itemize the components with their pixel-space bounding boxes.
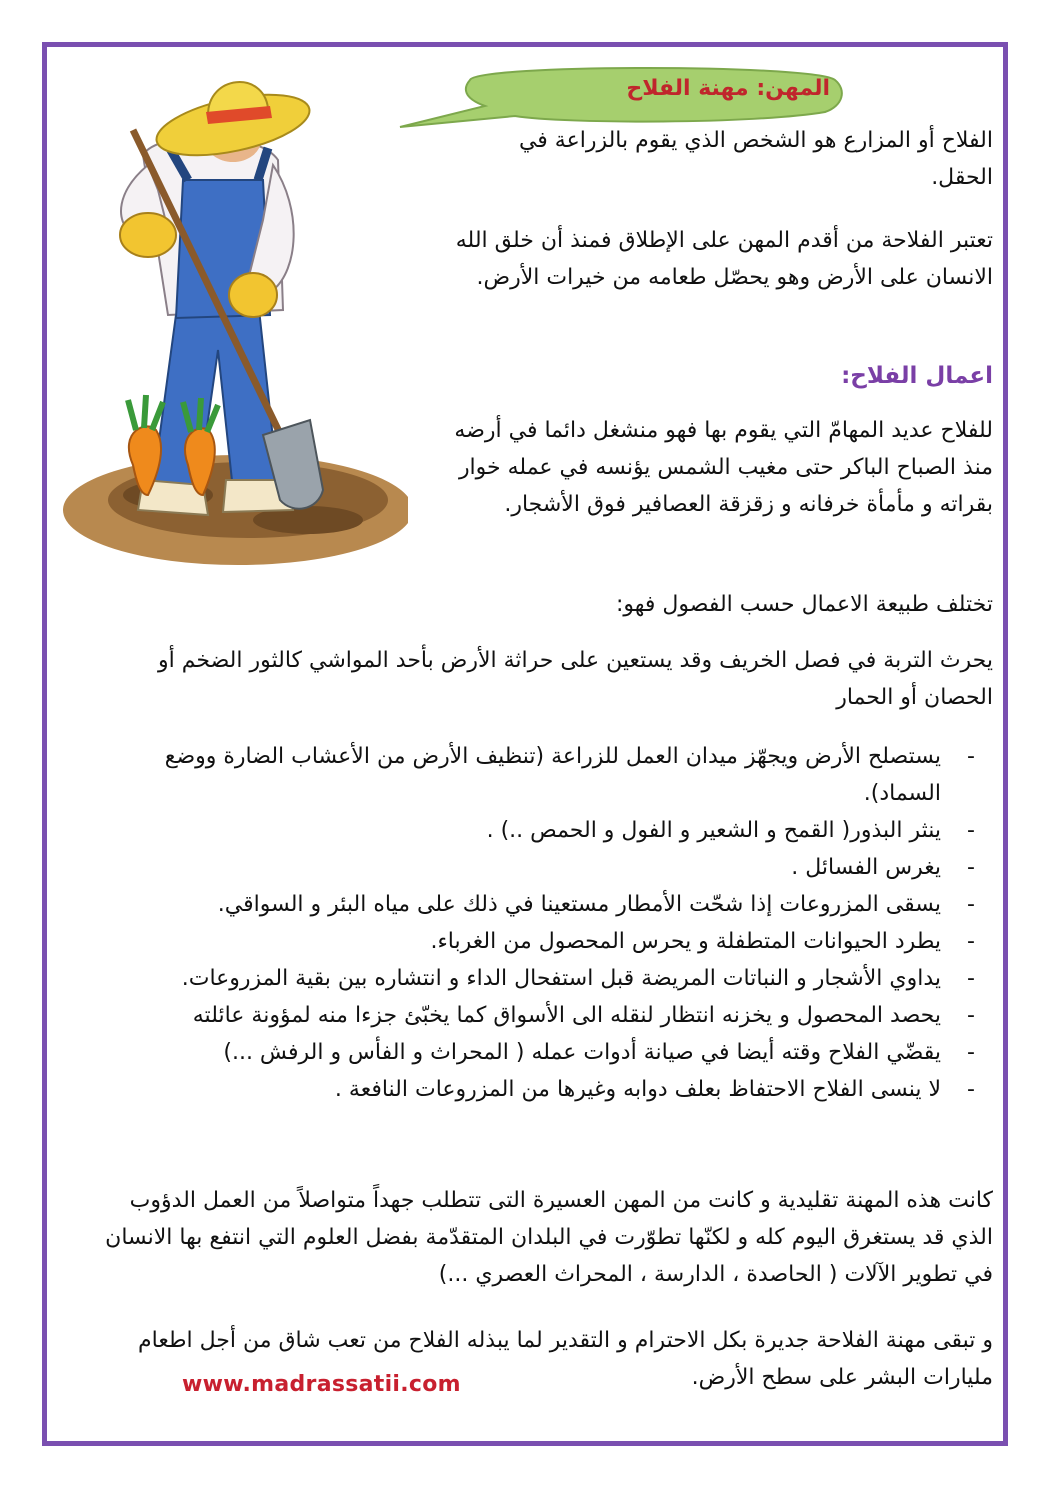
plowing-paragraph: يحرث التربة في فصل الخريف وقد يستعين على حراثة الأرض بأحد المواشي كالثور الضخم أو الحصان أو الحمار	[158, 648, 993, 710]
farmer-illustration	[48, 70, 408, 590]
list-item: - لا ينسى الفلاح الاحتفاظ بعلف دوابه وغيرها من المزروعات النافعة .	[108, 1071, 993, 1108]
list-item: - يحصد المحصول و يخزنه انتظار لنقله الى الأسواق كما يخبّئ جزءا منه لمؤونة عائلته	[108, 997, 993, 1034]
tasks-list	[108, 738, 993, 1108]
tradition-paragraph: كانت هذه المهنة تقليدية و كانت من المهن العسيرة التى تتطلب جهداً متواصلاً من العمل الدؤوب الذي قد يستغرق اليوم كله و لكنّها تطوّرت في البلدان المتقدّمة بفضل العلوم التي انتفع بها الانسان في تطوير الآلات ( الحاصدة ، الدارسة ، المحراث العصري ...)	[105, 1188, 993, 1287]
history-paragraph: تعتبر الفلاحة من أقدم المهن على الإطلاق فمنذ أن خلق الله الانسان على الأرض وهو يحصّل طعامه من خيرات الأرض.	[455, 228, 993, 290]
list-item: - ينثر البذور( القمح و الشعير و الفول و الحمص ..) .	[108, 812, 993, 849]
list-item: - يستصلح الأرض ويجهّز ميدان العمل للزراعة (تنظيف الأرض من الأعشاب الضارة ووضع السماد).	[108, 738, 993, 812]
list-item: - يغرس الفسائل .	[108, 849, 993, 886]
list-item: - يداوي الأشجار و النباتات المريضة قبل استفحال الداء و انتشاره بين بقية المزروعات.	[108, 960, 993, 997]
page-title: المهن: مهنة الفلاح	[626, 76, 830, 101]
intro-paragraph: الفلاح أو المزارع هو الشخص الذي يقوم بالزراعة في الحقل.	[518, 128, 993, 190]
website-watermark[interactable]: www.madrassatii.com	[182, 1372, 461, 1397]
works-heading: اعمال الفلاح:	[841, 363, 993, 389]
conclusion-paragraph: و تبقى مهنة الفلاحة جديرة بكل الاحترام و التقدير لما يبذله الفلاح من تعب شاق من أجل اطعام مليارات البشر على سطح الأرض.	[138, 1328, 993, 1390]
seasons-paragraph: تختلف طبيعة الاعمال حسب الفصول فهو:	[615, 592, 993, 617]
list-item: - يقضّي الفلاح وقته أيضا في صيانة أدوات عمله ( المحراث و الفأس و الرفش ...)	[108, 1034, 993, 1071]
list-item: - يطرد الحيوانات المتطفلة و يحرس المحصول من الغرباء.	[108, 923, 993, 960]
list-item: - يسقى المزروعات إذا شحّت الأمطار مستعينا في ذلك على مياه البئر و السواقي.	[108, 886, 993, 923]
tasks-paragraph: للفلاح عديد المهامّ التي يقوم بها فهو منشغل دائما في أرضه منذ الصباح الباكر حتى مغيب الشمس يؤنسه في عمله خوار بقراته و مأمأة خرفانه و زقزقة العصافير فوق الأشجار.	[454, 418, 993, 517]
